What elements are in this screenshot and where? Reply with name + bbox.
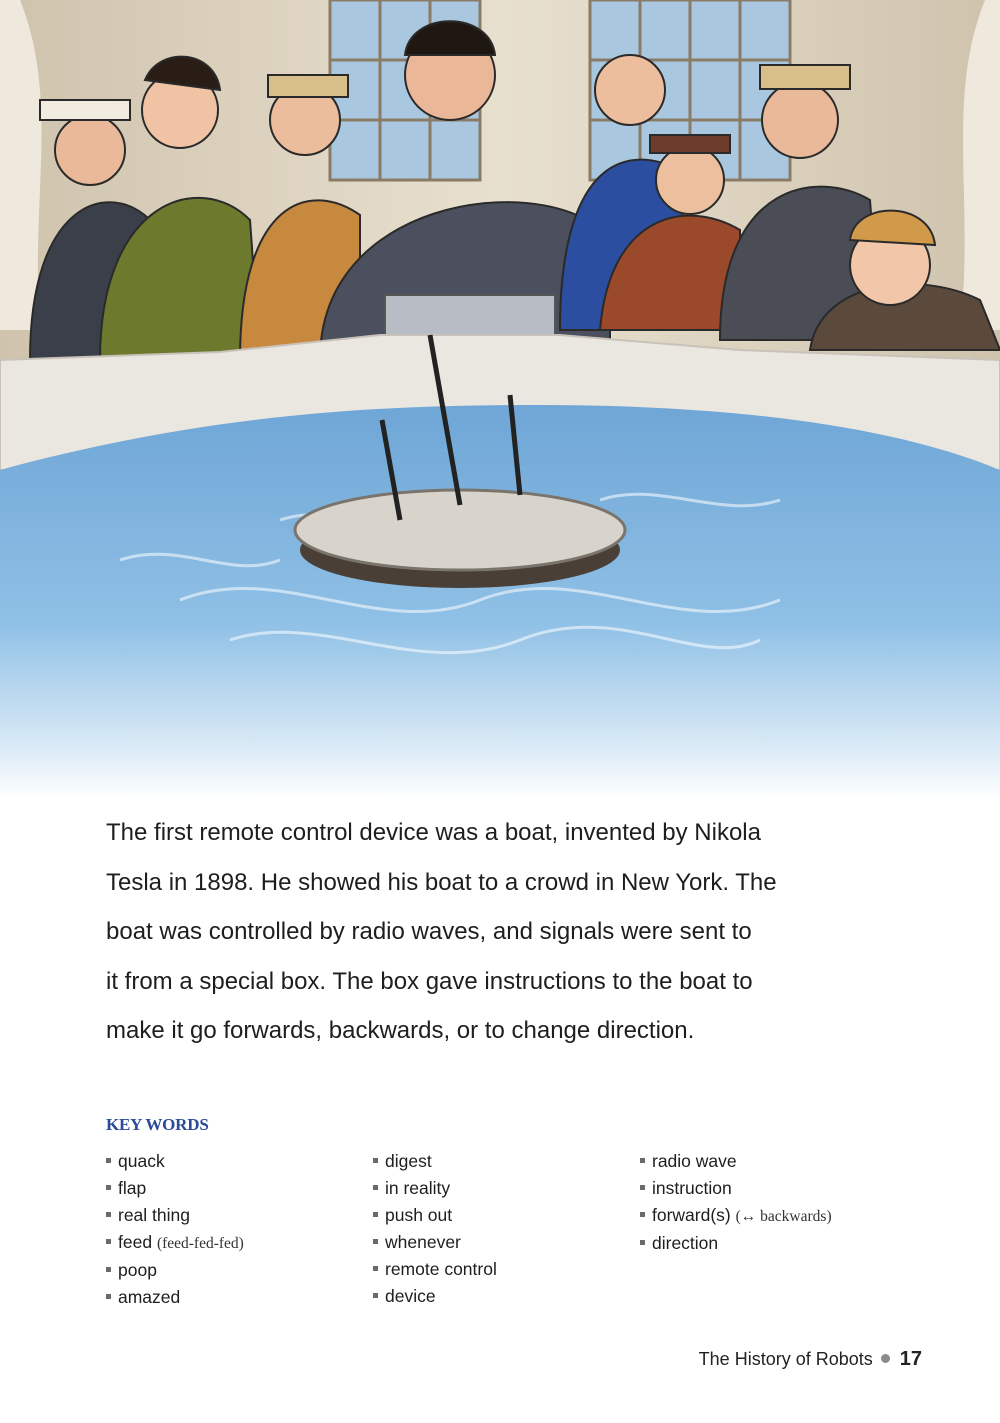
key-word: instruction [652, 1178, 732, 1198]
page-number: 17 [899, 1348, 922, 1370]
key-word: in reality [385, 1178, 451, 1198]
key-word: poop [118, 1260, 157, 1280]
body-paragraph [106, 808, 906, 1056]
key-words-heading: KEY WORDS [106, 1115, 209, 1134]
key-word-item [106, 1202, 244, 1229]
key-word-note: (↔ backwards) [735, 1208, 832, 1225]
key-words-column-3 [640, 1148, 832, 1257]
body-line: boat was controlled by radio waves, and signals were sent to [106, 918, 752, 945]
key-word-item [106, 1175, 244, 1202]
key-words-column-1 [106, 1148, 244, 1311]
key-word: amazed [118, 1287, 181, 1307]
body-line: make it go forwards, backwards, or to change direction. [106, 1017, 695, 1044]
body-line: Tesla in 1898. He showed his boat to a crowd in New York. The [106, 868, 777, 896]
key-word-item [106, 1148, 244, 1175]
key-word: radio wave [652, 1151, 737, 1171]
key-word-item [640, 1202, 832, 1230]
key-word-item [373, 1175, 497, 1202]
key-word: direction [652, 1233, 719, 1253]
key-word-item [640, 1175, 832, 1202]
book-title: The History of Robots [698, 1349, 873, 1369]
key-word: device [385, 1286, 436, 1306]
key-word-item [373, 1202, 497, 1229]
key-word-item [106, 1257, 244, 1284]
key-word-item [106, 1229, 244, 1257]
key-word: quack [118, 1151, 165, 1171]
key-word: push out [385, 1205, 453, 1225]
body-line: The first remote control device was a boat, invented by Nikola [106, 819, 761, 846]
separator-dot-icon [881, 1354, 890, 1363]
key-word: digest [385, 1151, 432, 1171]
key-word: whenever [385, 1232, 461, 1252]
key-word: feed [118, 1232, 153, 1252]
body-line: it from a special box. The box gave instructions to the boat to [106, 967, 753, 995]
key-word-item [640, 1230, 832, 1257]
key-word-item [373, 1148, 497, 1175]
key-word-item [373, 1283, 497, 1310]
key-word: flap [118, 1178, 147, 1198]
page-footer [699, 1348, 922, 1371]
key-word-item [640, 1148, 832, 1175]
key-word: forward(s) [652, 1205, 731, 1225]
key-word-note: (feed-fed-fed) [156, 1235, 244, 1252]
key-word: real thing [118, 1205, 190, 1225]
pool-water [0, 405, 1000, 800]
key-word-item [373, 1229, 497, 1256]
key-word-item [373, 1256, 497, 1283]
key-words-column-2 [373, 1148, 497, 1310]
key-word-item [106, 1284, 244, 1311]
key-word: remote control [385, 1259, 497, 1279]
